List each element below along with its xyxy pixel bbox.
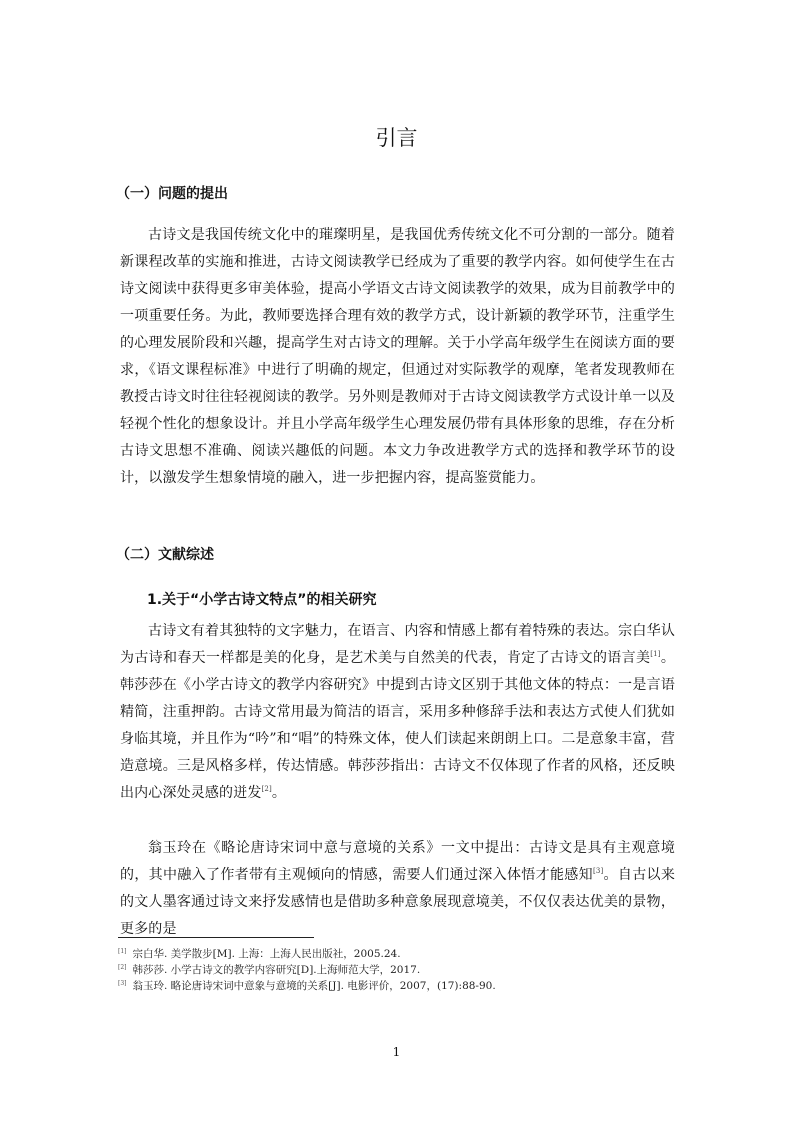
citation-ref-3: [3] <box>592 867 604 875</box>
paragraph-artistic-conception <box>120 835 675 943</box>
footnote-divider <box>118 937 314 938</box>
footnote-1 <box>118 945 401 961</box>
paragraph-problem-statement: 古诗文是我国传统文化中的璀璨明星，是我国优秀传统文化不可分割的一部分。随着新课程改革的实施和推进，古诗文阅读教学已经成为了重要的教学内容。如何使学生在古诗文阅读中获得更多审美体验，提高小学语文古诗文阅读教学的效果，成为目前教学中的一项重要任务。为此，教师要选择合理有效的教学方式，设计新颖的教学环节，注重学生的心理发展阶段和兴趣，提高学生对古诗文的理解。关于小学高年级学生在阅读方面的要求，《语文课程标准》中进行了明确的规定，但通过对实际教学的观摩，笔者发现教师在教授古诗文时往往轻视阅读的教学。另外则是教师对于古诗文阅读教学方式设计单一以及轻视个性化的想象设计。并且小学高年级学生心理发展仍带有具体形象的思维，存在分析古诗文思想不准确、阅读兴趣低的问题。本文力争改进教学方式的选择和教学环节的设计，以激发学生想象情境的融入，进一步把握内容，提高鉴赏能力。 <box>120 227 675 486</box>
footnote-text: 韩莎莎. 小学古诗文的教学内容研究[D].上海师范大学，2017. <box>132 964 421 976</box>
paragraph-poetry-features <box>120 618 675 807</box>
paragraph-text: 。自古以来的文人墨客通过诗文来抒发感情也是借助多种意象展现意境美，不仅仅表达优美的景物，更多的是 <box>120 867 676 937</box>
footnote-3 <box>118 977 496 993</box>
citation-ref-1: [1] <box>650 650 661 658</box>
footnote-mark: [2] <box>118 964 127 971</box>
footnote-2 <box>118 961 420 977</box>
citation-ref-2: [2] <box>261 785 272 793</box>
page-number: 1 <box>392 1045 401 1059</box>
section-heading-literature-review: （二）文献综述 <box>116 547 214 563</box>
paragraph-text: 。韩莎莎在《小学古诗文的教学内容研究》中提到古诗文区别于其他文体的特点：一是言语精简，注重押韵。古诗文常用最为简洁的语言，采用多种修辞手法和表达方式使人们犹如身临其境，并且作为“吟”和“唱”的特殊文体，使人们读起来朗朗上口。二是意象丰富，营造意境。三是风格多样，传达情感。韩莎莎指出：古诗文不仅体现了作者的风格，还反映出内心深处灵感的迸发 <box>120 650 675 801</box>
footnote-text: 宗白华. 美学散步[M]. 上海：上海人民出版社，2005.24. <box>132 948 401 960</box>
footnote-mark: [3] <box>118 980 127 987</box>
subsection-heading-poetry-features: 1.关于“小学古诗文特点”的相关研究 <box>147 592 377 608</box>
section-heading-problem: （一）问题的提出 <box>116 186 228 202</box>
paragraph-text: 翁玉玲在《略论唐诗宋词中意与意境的关系》一文中提出：古诗文是具有主观意境的，其中融入了作者带有主观倾向的情感，需要人们通过深入体悟才能感知 <box>120 840 675 883</box>
paragraph-text: 。 <box>271 785 287 801</box>
footnote-mark: [1] <box>118 948 127 955</box>
footnote-text: 翁玉玲. 略论唐诗宋词中意象与意境的关系[J]. 电影评价，2007，(17):88-90. <box>132 980 496 992</box>
page-title: 引言 <box>375 126 418 150</box>
paragraph-text: 古诗文有着其独特的文字魅力，在语言、内容和情感上都有着特殊的表达。宗白华认为古诗和春天一样都是美的化身，是艺术美与自然美的代表，肯定了古诗文的语言美 <box>120 623 675 666</box>
